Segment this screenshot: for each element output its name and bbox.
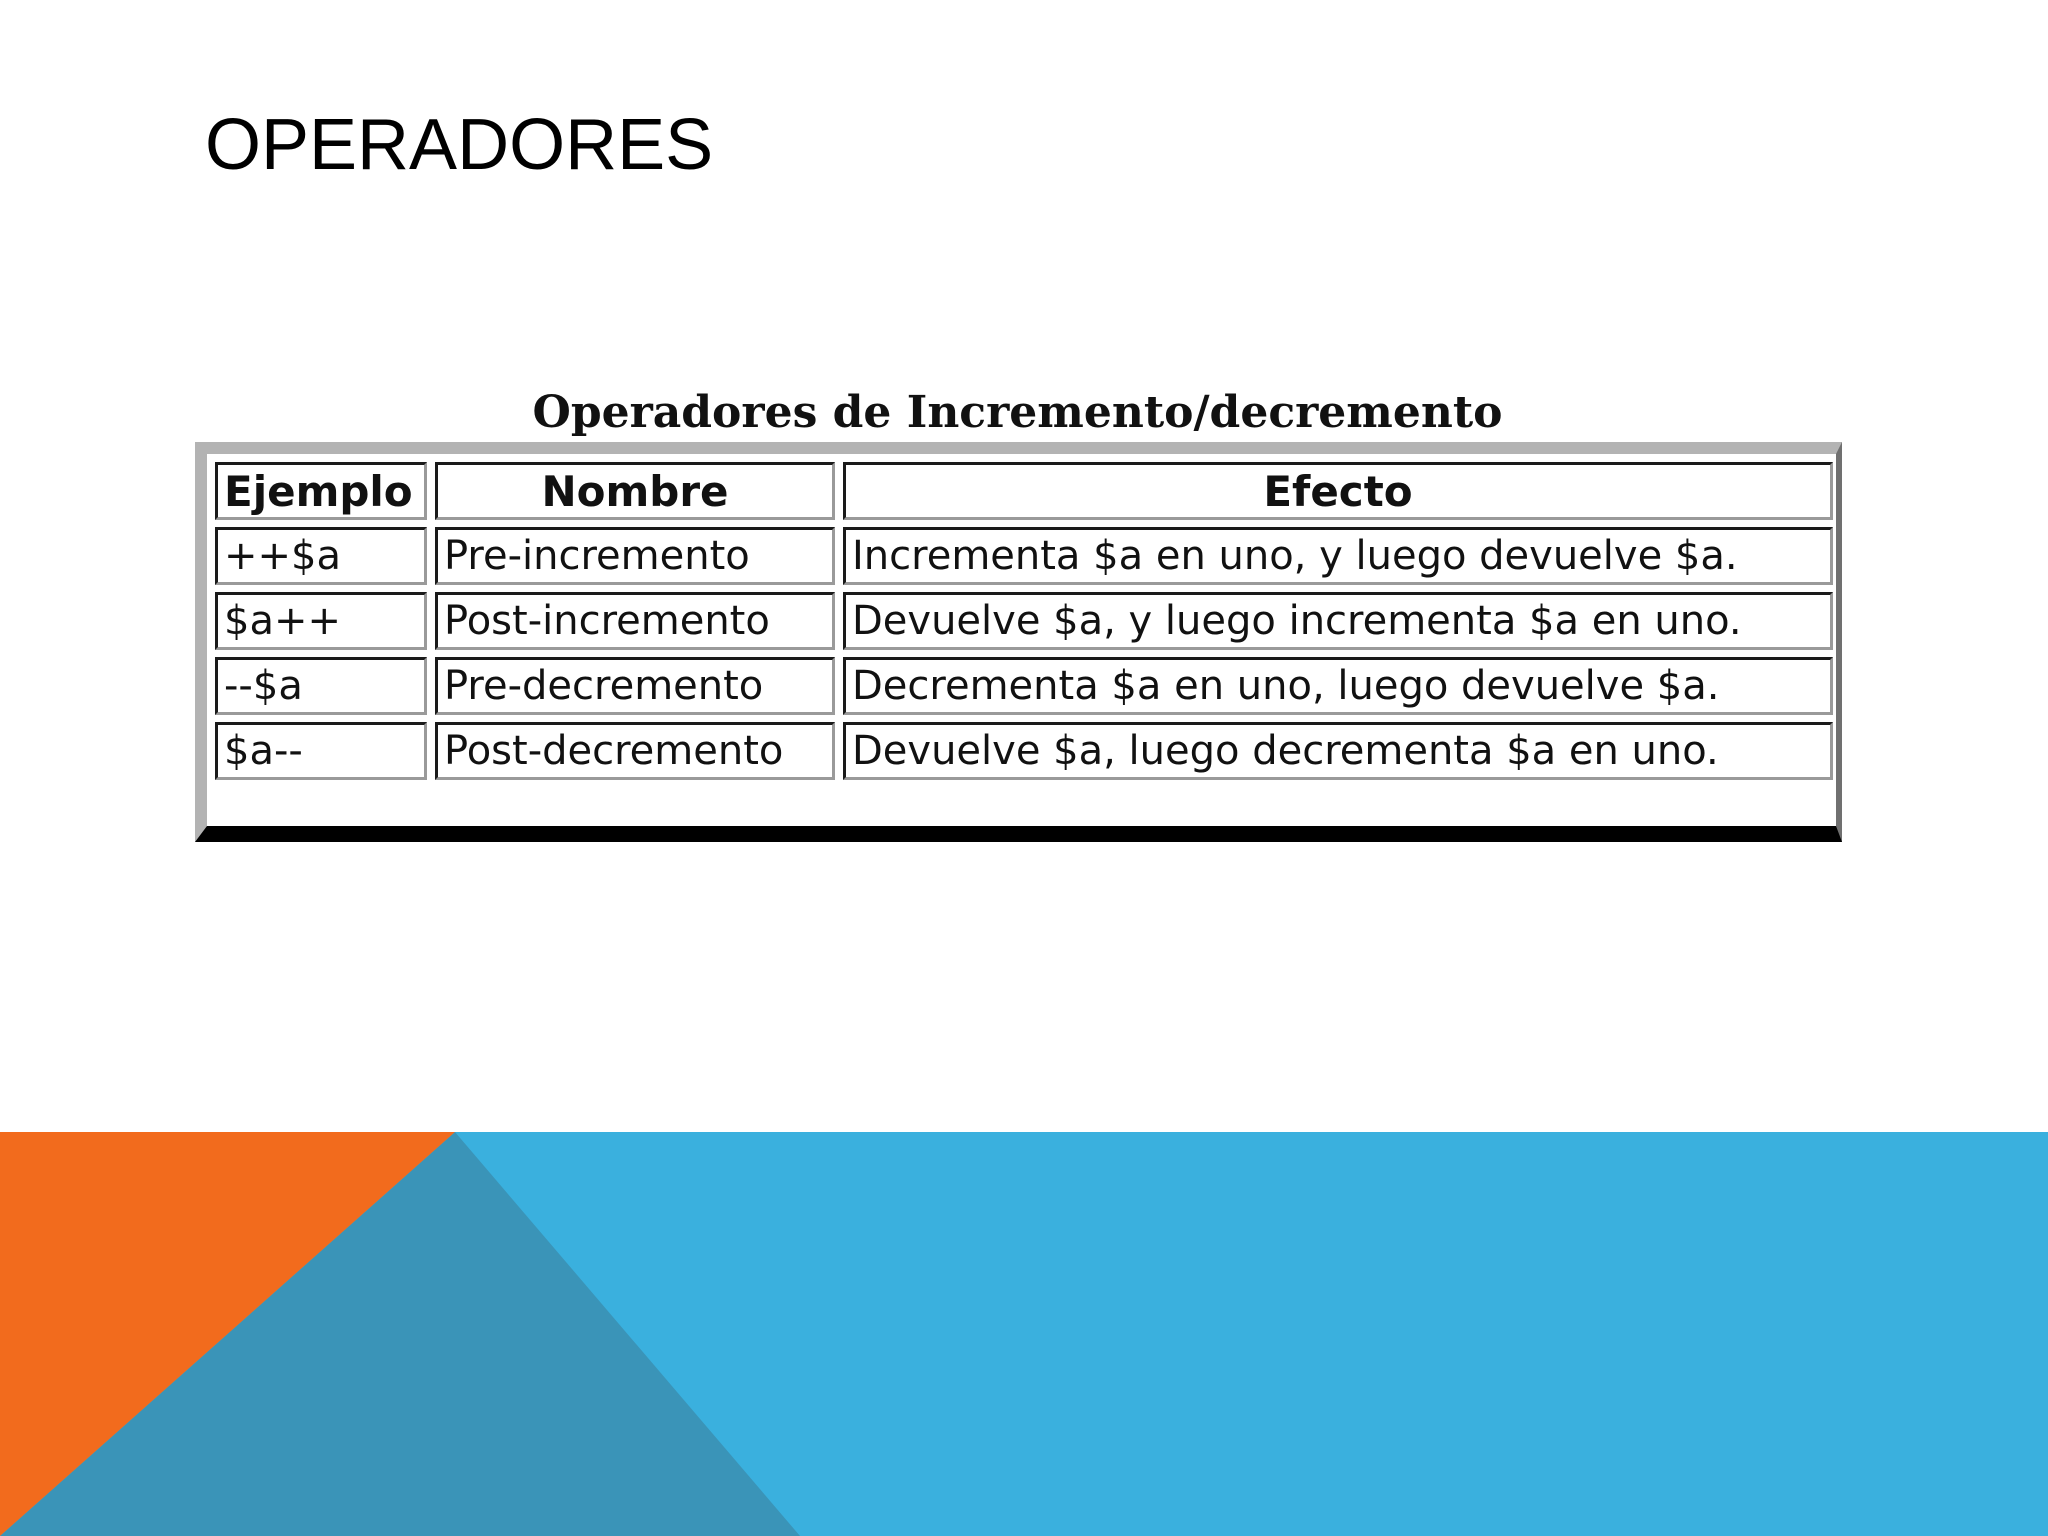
cell-name: Pre-incremento bbox=[435, 527, 835, 585]
table-row bbox=[215, 722, 1833, 780]
cell-effect: Devuelve $a, y luego incrementa $a en uno. bbox=[843, 592, 1833, 650]
header-efecto: Efecto bbox=[843, 462, 1833, 520]
operators-table bbox=[207, 455, 1841, 787]
table-image bbox=[190, 365, 1845, 850]
table-caption: Operadores de Incremento/decremento bbox=[532, 387, 1503, 438]
table-header-row bbox=[215, 462, 1833, 520]
cell-example: ++$a bbox=[215, 527, 427, 585]
cell-example: --$a bbox=[215, 657, 427, 715]
cell-name: Pre-decremento bbox=[435, 657, 835, 715]
table-frame bbox=[195, 442, 1842, 842]
header-ejemplo: Ejemplo bbox=[215, 462, 427, 520]
table-row bbox=[215, 657, 1833, 715]
decorative-footer-band bbox=[0, 1132, 2048, 1536]
cell-name: Post-incremento bbox=[435, 592, 835, 650]
cell-effect: Decrementa $a en uno, luego devuelve $a. bbox=[843, 657, 1833, 715]
table-row bbox=[215, 527, 1833, 585]
cell-example: $a++ bbox=[215, 592, 427, 650]
slide-title: OPERADORES bbox=[205, 105, 714, 185]
table-row bbox=[215, 592, 1833, 650]
header-nombre: Nombre bbox=[435, 462, 835, 520]
cell-effect: Incrementa $a en uno, y luego devuelve $a. bbox=[843, 527, 1833, 585]
cell-effect: Devuelve $a, luego decrementa $a en uno. bbox=[843, 722, 1833, 780]
cell-name: Post-decremento bbox=[435, 722, 835, 780]
cell-example: $a-- bbox=[215, 722, 427, 780]
